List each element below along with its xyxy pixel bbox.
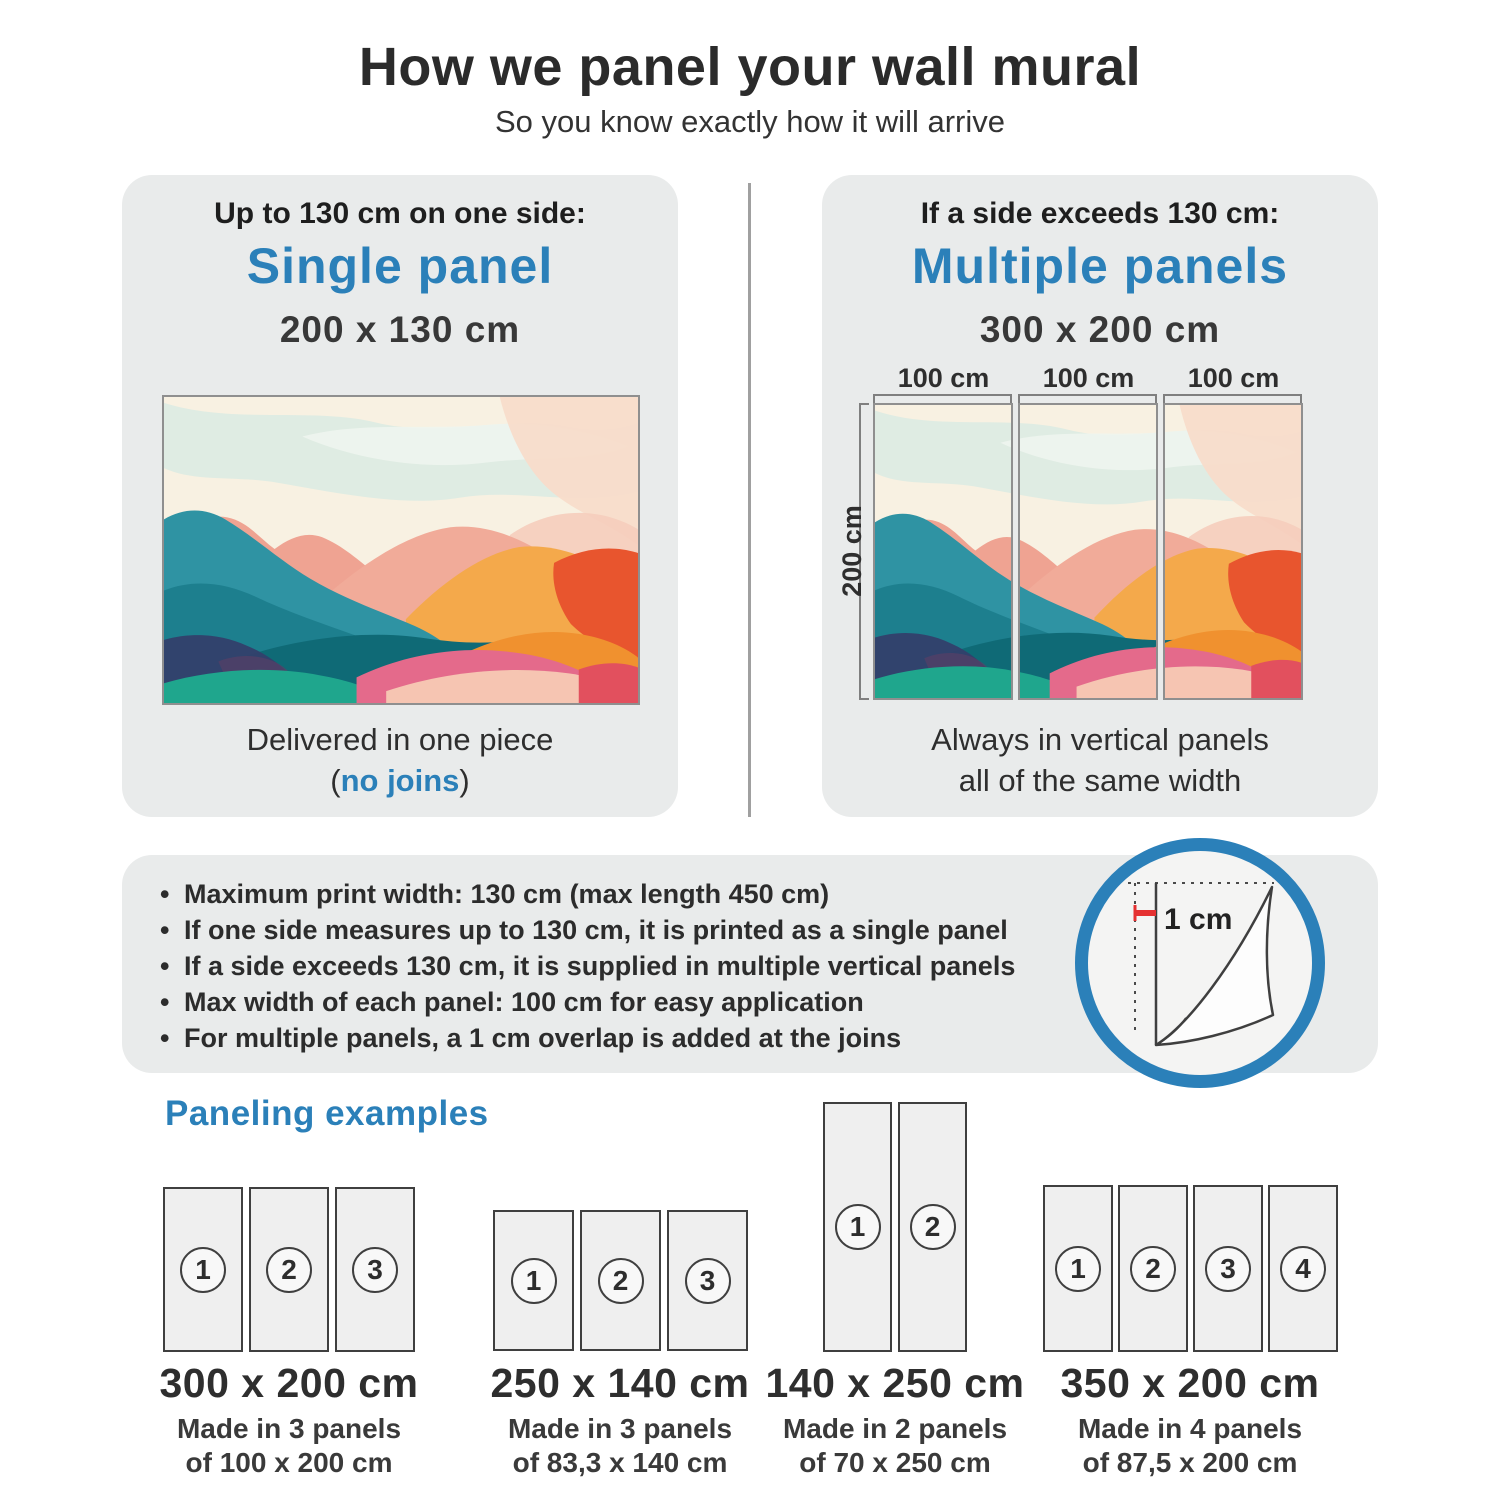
- paneling-examples-title: Paneling examples: [165, 1094, 489, 1133]
- height-label: 200 cm: [837, 505, 867, 597]
- mural-panel-slice-1: [873, 403, 1013, 700]
- panel: [249, 1187, 329, 1352]
- panel: [1043, 1185, 1113, 1352]
- example-1-panels: [163, 1187, 415, 1352]
- single-panel-condition: Up to 130 cm on one side:: [214, 197, 586, 230]
- panel: [898, 1102, 967, 1352]
- panel: [1118, 1185, 1188, 1352]
- example-4-caption: [990, 1360, 1390, 1480]
- width-label-2: 100 cm: [1042, 363, 1135, 393]
- bullet-item: [160, 948, 1015, 984]
- panel-number-badge: 2: [1130, 1246, 1176, 1292]
- width-label-3: 100 cm: [1187, 363, 1280, 393]
- multiple-panels-dimensions: 300 x 200 cm: [979, 309, 1221, 350]
- bullet-item: [160, 984, 1015, 1020]
- watercolor-mural-image: [162, 395, 640, 705]
- example-detail: Made in 2 panels: [782, 1413, 1008, 1444]
- width-ruler-bracket-2: [1018, 394, 1157, 403]
- paren-close: ): [459, 763, 470, 798]
- panel-number-badge: 2: [598, 1258, 644, 1304]
- panel-number-badge: 1: [1055, 1246, 1101, 1292]
- panel-number-badge: 4: [1280, 1246, 1326, 1292]
- panel-number-badge: 3: [685, 1258, 731, 1304]
- panel-number-badge: 1: [835, 1204, 881, 1250]
- multiple-panels-footer-line2: all of the same width: [958, 763, 1242, 798]
- example-size: 250 x 140 cm: [490, 1360, 750, 1406]
- panel: [667, 1210, 748, 1351]
- bullet-text: For multiple panels, a 1 cm overlap is added at the joins: [184, 1023, 902, 1053]
- panel-number-badge: 1: [180, 1247, 226, 1293]
- example-4-panels: [1043, 1185, 1338, 1352]
- page-subtitle: So you know exactly how it will arrive: [495, 104, 1005, 139]
- cards-divider-line: [748, 183, 751, 817]
- example-detail: Made in 3 panels: [507, 1413, 733, 1444]
- bullet-item: [160, 876, 1015, 912]
- panel: [1268, 1185, 1338, 1352]
- bullet-text: If a side exceeds 130 cm, it is supplied in multiple vertical panels: [184, 951, 1016, 981]
- info-bullet-list: [160, 876, 1015, 1056]
- mural-panel-slice-2: [1018, 403, 1158, 700]
- multiple-panels-card: [822, 175, 1378, 817]
- panel: [823, 1102, 892, 1352]
- panel-number-badge: 3: [1205, 1246, 1251, 1292]
- panel-number-badge: 2: [910, 1204, 956, 1250]
- panel: [335, 1187, 415, 1352]
- mural-panel-strip: [873, 403, 1303, 700]
- panel: [163, 1187, 243, 1352]
- example-detail: of 83,3 x 140 cm: [512, 1447, 728, 1478]
- page-title: How we panel your wall mural: [358, 37, 1142, 97]
- panel: [580, 1210, 661, 1351]
- example-3-panels: [823, 1102, 967, 1352]
- panel: [493, 1210, 574, 1351]
- width-label-1: 100 cm: [897, 363, 990, 393]
- no-joins-highlight: no joins: [340, 763, 460, 798]
- bullet-dot: •: [160, 951, 170, 981]
- bullet-dot: •: [160, 987, 170, 1017]
- panel-number-badge: 3: [352, 1247, 398, 1293]
- panel-number-badge: 1: [511, 1258, 557, 1304]
- multiple-panels-footer: [822, 719, 1378, 801]
- example-detail: Made in 4 panels: [1077, 1413, 1303, 1444]
- example-size: 350 x 200 cm: [1060, 1360, 1320, 1406]
- bullet-text: Maximum print width: 130 cm (max length 450 cm): [184, 879, 830, 909]
- bullet-text: If one side measures up to 130 cm, it is printed as a single panel: [184, 915, 1008, 945]
- single-panel-headline: Single panel: [246, 238, 554, 294]
- bullet-dot: •: [160, 879, 170, 909]
- overlap-measure-label: 1 cm: [1164, 903, 1233, 936]
- mural-panel-slice-3: [1163, 403, 1303, 700]
- multiple-panels-footer-line1: Always in vertical panels: [931, 722, 1269, 757]
- example-detail: of 87,5 x 200 cm: [1082, 1447, 1298, 1478]
- example-detail: Made in 3 panels: [176, 1413, 402, 1444]
- bullet-dot: •: [160, 915, 170, 945]
- bullet-dot: •: [160, 1023, 170, 1053]
- example-2-panels: [493, 1210, 748, 1351]
- single-panel-footer: [122, 719, 678, 801]
- panel: [1193, 1185, 1263, 1352]
- page-curl-icon: [1122, 873, 1280, 1055]
- bullet-item: [160, 1020, 1015, 1056]
- bullet-item: [160, 912, 1015, 948]
- overlap-circle-badge: [1075, 838, 1325, 1088]
- width-ruler-bracket-3: [1163, 394, 1302, 403]
- single-panel-card: [122, 175, 678, 817]
- paren-open: (: [330, 763, 341, 798]
- multiple-panels-headline: Multiple panels: [911, 238, 1289, 294]
- single-panel-footer-line1: Delivered in one piece: [246, 722, 554, 757]
- example-size: 300 x 200 cm: [159, 1360, 419, 1406]
- width-ruler-bracket-1: [873, 394, 1012, 403]
- bullet-text: Max width of each panel: 100 cm for easy application: [184, 987, 864, 1017]
- multiple-panels-condition: If a side exceeds 130 cm:: [920, 197, 1280, 230]
- panel-number-badge: 2: [266, 1247, 312, 1293]
- example-size: 140 x 250 cm: [765, 1360, 1025, 1406]
- example-detail: of 70 x 250 cm: [799, 1447, 991, 1478]
- single-panel-dimensions: 200 x 130 cm: [279, 309, 521, 350]
- example-detail: of 100 x 200 cm: [185, 1447, 393, 1478]
